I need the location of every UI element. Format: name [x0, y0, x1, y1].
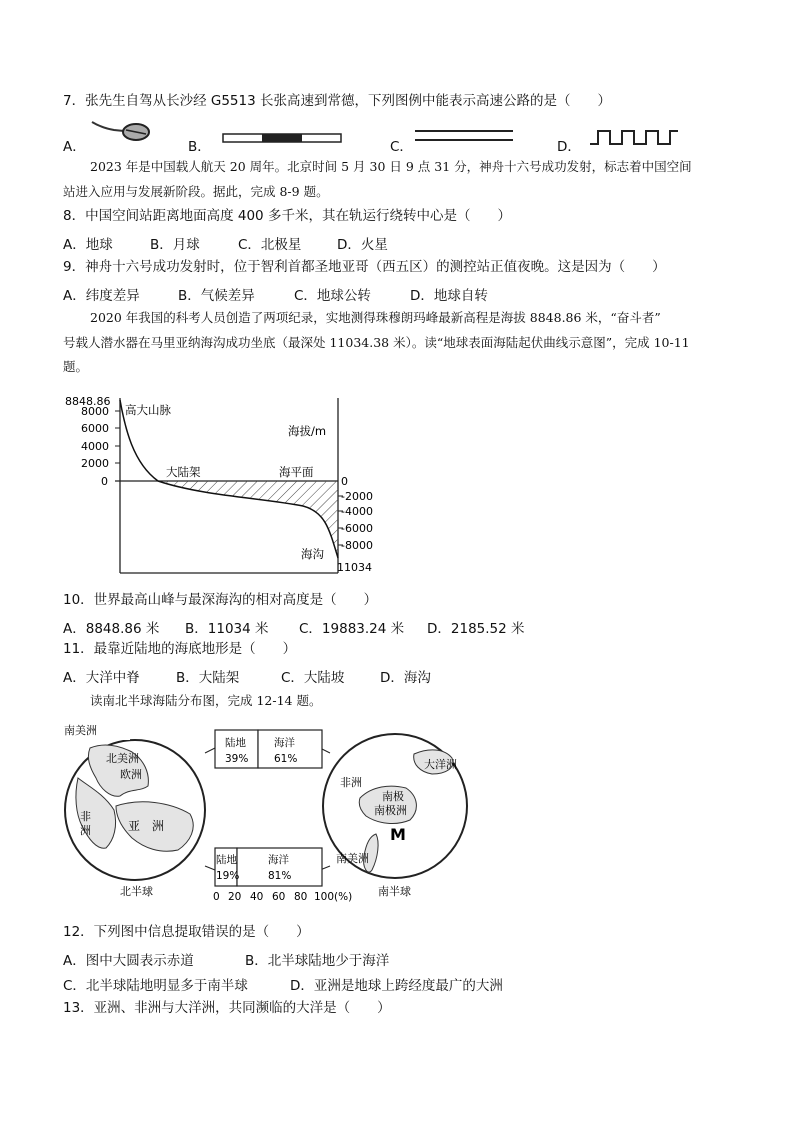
axis-60: 60: [272, 891, 286, 903]
left-tick-3: 4000: [81, 440, 109, 453]
north-continent-2: 北美洲: [106, 752, 139, 765]
south-ocean-label: 海洋: [268, 854, 289, 866]
south-caption: 南半球: [378, 885, 411, 898]
q10-option-a: A．8848.86 米: [63, 621, 160, 637]
q7-legend-a: [88, 118, 156, 146]
q11-option-b: B．大陆架: [176, 670, 240, 686]
label-mountain: 高大山脉: [125, 403, 171, 417]
q10-option-b: B．11034 米: [185, 621, 269, 637]
q11-stem: 11．最靠近陆地的海底地形是（ ）: [63, 641, 297, 657]
q10-option-c: C．19883.24 米: [299, 621, 405, 637]
north-caption: 北半球: [120, 885, 153, 898]
intro-8-9-line2: 站进入应用与发展新阶段。据此，完成 8-9 题。: [63, 184, 329, 199]
q7-option-c: C．: [390, 139, 413, 155]
q11-option-d: D．海沟: [380, 670, 431, 686]
right-tick-2: -4000: [341, 505, 373, 518]
north-ocean-pct: 61%: [274, 753, 298, 765]
q8-option-b: B．月球: [150, 237, 200, 253]
north-land-label: 陆地: [225, 737, 246, 749]
q7-legend-d: [588, 126, 680, 148]
point-m-label: M: [390, 825, 406, 844]
south-land-label: 陆地: [216, 854, 237, 866]
hemisphere-map-figure: [60, 718, 485, 906]
axis-100: 100(%): [314, 891, 353, 903]
left-tick-2: 6000: [81, 422, 109, 435]
label-altitude: 海拔/m: [288, 424, 327, 438]
south-continent-4: 南极洲: [374, 804, 407, 817]
axis-40: 40: [250, 891, 264, 903]
relief-curve-figure: [63, 388, 373, 580]
q12-option-d: D．亚洲是地球上跨经度最广的大洲: [290, 978, 503, 994]
q12-option-a: A．图中大圆表示赤道: [63, 953, 194, 969]
left-tick-5: 0: [101, 475, 108, 488]
q12-stem: 12．下列图中信息提取错误的是（ ）: [63, 924, 310, 940]
q13-stem: 13．亚洲、非洲与大洋洲，共同濒临的大洋是（ ）: [63, 1000, 391, 1016]
intro-12-14: 读南北半球海陆分布图，完成 12-14 题。: [90, 693, 322, 708]
right-tick-4: -8000: [341, 539, 373, 552]
north-continent-3: 欧洲: [120, 768, 142, 781]
north-continent-6: 亚 洲: [128, 819, 165, 833]
q7-option-b: B．: [188, 139, 211, 155]
q11-option-a: A．大洋中脊: [63, 670, 140, 686]
axis-20: 20: [228, 891, 242, 903]
q7-legend-b: [222, 131, 344, 145]
south-continent-5: 南美洲: [336, 852, 369, 865]
q9-stem: 9．神舟十六号成功发射时，位于智利首都圣地亚哥（西五区）的测控站正值夜晚。这是因为（ ）: [63, 259, 666, 275]
intro-10-11-line3: 题。: [63, 359, 89, 374]
intro-8-9-line1: 2023 年是中国载人航天 20 周年。北京时间 5 月 30 日 9 点 31 分，神舟十六号成功发射，标志着中国空间: [90, 159, 692, 174]
q12-option-b: B．北半球陆地少于海洋: [245, 953, 390, 969]
south-continent-2: 非洲: [340, 776, 362, 789]
q8-option-d: D．火星: [337, 237, 388, 253]
q12-option-c: C．北半球陆地明显多于南半球: [63, 978, 248, 994]
axis-80: 80: [294, 891, 308, 903]
intro-10-11-line2: 号载人潜水器在马里亚纳海沟成功坐底（最深处 11034.38 米）。读“地球表面海陆起伏曲线示意图”，完成 10-11: [63, 335, 690, 350]
left-tick-4: 2000: [81, 457, 109, 470]
q7-option-d: D．: [557, 139, 581, 155]
q8-option-c: C．北极星: [238, 237, 302, 253]
q9-option-a: A．纬度差异: [63, 288, 140, 304]
right-tick-1: -2000: [341, 490, 373, 503]
south-continent-3: 南极: [382, 790, 404, 803]
south-continent-1: 大洋洲: [424, 758, 457, 771]
north-continent-4: 非: [80, 810, 91, 823]
q9-option-b: B．气候差异: [178, 288, 255, 304]
north-continent-5: 洲: [80, 824, 91, 837]
q10-option-d: D．2185.52 米: [427, 621, 525, 637]
north-land-pct: 39%: [225, 753, 249, 765]
q9-option-d: D．地球自转: [410, 288, 488, 304]
north-ocean-label: 海洋: [274, 737, 295, 749]
q9-option-c: C．地球公转: [294, 288, 371, 304]
label-shelf: 大陆架: [166, 465, 201, 479]
north-continent-1: 南美洲: [64, 724, 97, 737]
intro-10-11-line1: 2020 年我国的科考人员创造了两项纪录，实地测得珠穆朗玛峰最新高程是海拔 8848.86 米，“奋斗者”: [90, 310, 661, 325]
label-trench: 海沟: [301, 547, 324, 561]
q7-option-a: A．: [63, 139, 86, 155]
axis-0: 0: [213, 891, 220, 903]
q7-legend-c: [413, 127, 517, 145]
q11-option-c: C．大陆坡: [281, 670, 345, 686]
right-tick-3: -6000: [341, 522, 373, 535]
left-tick-0: 8848.86: [65, 395, 111, 408]
right-tick-0: 0: [341, 475, 348, 488]
q8-stem: 8．中国空间站距离地面高度 400 多千米，其在轨运行绕转中心是（ ）: [63, 208, 511, 224]
south-ocean-pct: 81%: [268, 870, 292, 882]
right-tick-5: 11034: [337, 561, 372, 574]
q7-stem: 7．张先生自驾从长沙经 G5513 长张高速到常德，下列图例中能表示高速公路的是（ ）: [63, 93, 611, 109]
south-land-pct: 19%: [216, 870, 240, 882]
label-sealevel: 海平面: [279, 465, 314, 479]
left-tick-1: 8000: [81, 405, 109, 418]
q8-option-a: A．地球: [63, 237, 113, 253]
q10-stem: 10．世界最高山峰与最深海沟的相对高度是（ ）: [63, 592, 378, 608]
